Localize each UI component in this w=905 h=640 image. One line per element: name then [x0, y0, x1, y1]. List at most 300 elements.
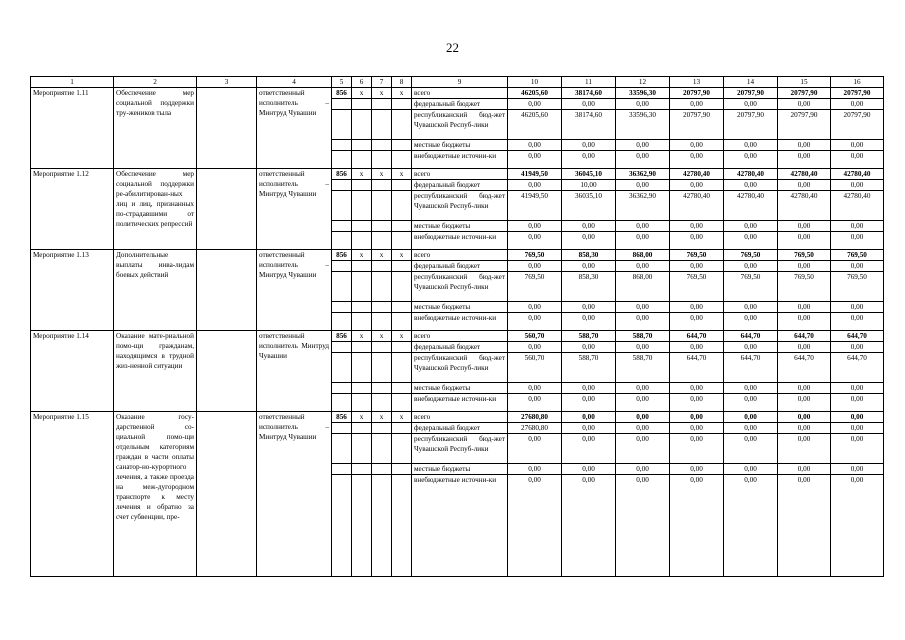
amount-cell: 20797,90	[670, 88, 724, 99]
code-cell: x	[372, 250, 392, 261]
column-number: 6	[352, 77, 372, 88]
amount-cell: 0,00	[831, 221, 884, 232]
table-row	[31, 412, 884, 423]
empty-cell	[332, 353, 352, 383]
funding-source: местные бюджеты	[412, 464, 508, 475]
activity-name: Оказание госу-дарственной со-циальной помо-щи отдельным категориям граждан в части оплаты санатор-но-курортного лечения, а также проезда на меж-дугородном транспорте к месту лечения и обратно за счет субвенции, пре-	[114, 412, 197, 577]
budget-code: 856	[332, 88, 352, 99]
amount-cell: 0,00	[508, 313, 562, 331]
empty-cell	[332, 423, 352, 434]
amount-cell: 0,00	[831, 412, 884, 423]
funding-source: всего	[412, 412, 508, 423]
amount-cell: 0,00	[778, 423, 831, 434]
amount-cell: 42780,40	[831, 191, 884, 221]
amount-cell: 33596,30	[616, 88, 670, 99]
amount-cell: 36035,10	[562, 191, 616, 221]
empty-cell	[392, 151, 412, 169]
amount-cell: 769,50	[508, 272, 562, 302]
amount-cell: 858,30	[562, 250, 616, 261]
amount-cell: 0,00	[562, 434, 616, 464]
empty-cell	[197, 88, 257, 169]
amount-cell: 0,00	[831, 302, 884, 313]
amount-cell: 0,00	[508, 342, 562, 353]
amount-cell: 0,00	[778, 412, 831, 423]
empty-cell	[372, 302, 392, 313]
amount-cell: 0,00	[831, 313, 884, 331]
empty-cell	[372, 423, 392, 434]
amount-cell: 0,00	[670, 342, 724, 353]
code-cell: x	[392, 412, 412, 423]
empty-cell	[352, 151, 372, 169]
empty-cell	[372, 342, 392, 353]
empty-cell	[352, 423, 372, 434]
empty-cell	[372, 99, 392, 110]
funding-source: местные бюджеты	[412, 383, 508, 394]
empty-cell	[352, 99, 372, 110]
budget-code: 856	[332, 331, 352, 342]
header-row	[31, 77, 884, 88]
empty-cell	[332, 221, 352, 232]
amount-cell: 0,00	[670, 412, 724, 423]
amount-cell: 0,00	[831, 434, 884, 464]
amount-cell: 0,00	[831, 180, 884, 191]
empty-cell	[372, 261, 392, 272]
amount-cell: 0,00	[616, 383, 670, 394]
amount-cell: 560,70	[508, 353, 562, 383]
empty-cell	[352, 140, 372, 151]
empty-cell	[372, 232, 392, 250]
empty-cell	[392, 232, 412, 250]
empty-cell	[392, 434, 412, 464]
amount-cell: 0,00	[778, 151, 831, 169]
empty-cell	[352, 302, 372, 313]
amount-cell: 0,00	[562, 151, 616, 169]
amount-cell: 20797,90	[724, 88, 778, 99]
amount-cell: 46205,60	[508, 88, 562, 99]
activity-name: Обеспечение мер социальной поддержки тру-жеников тыла	[114, 88, 197, 169]
amount-cell: 868,00	[616, 272, 670, 302]
funding-source: республиканский бюд-жет Чувашской Респуб-лики	[412, 353, 508, 383]
amount-cell: 644,70	[724, 331, 778, 342]
empty-cell	[352, 272, 372, 302]
amount-cell: 0,00	[616, 99, 670, 110]
empty-cell	[332, 383, 352, 394]
empty-cell	[392, 394, 412, 412]
amount-cell: 0,00	[670, 140, 724, 151]
amount-cell: 0,00	[508, 464, 562, 475]
amount-cell: 41949,50	[508, 191, 562, 221]
amount-cell: 0,00	[724, 475, 778, 577]
column-number: 4	[257, 77, 332, 88]
amount-cell: 0,00	[831, 383, 884, 394]
amount-cell: 0,00	[508, 302, 562, 313]
amount-cell: 0,00	[670, 302, 724, 313]
funding-source: местные бюджеты	[412, 221, 508, 232]
column-number: 13	[670, 77, 724, 88]
amount-cell: 0,00	[670, 434, 724, 464]
column-number: 9	[412, 77, 508, 88]
amount-cell: 0,00	[562, 140, 616, 151]
column-number: 8	[392, 77, 412, 88]
amount-cell: 0,00	[562, 383, 616, 394]
amount-cell: 0,00	[508, 180, 562, 191]
responsible-executor: ответственный исполнитель – Минтруд Чувашии	[257, 250, 332, 331]
amount-cell: 0,00	[778, 261, 831, 272]
amount-cell: 0,00	[616, 232, 670, 250]
amount-cell: 0,00	[724, 464, 778, 475]
amount-cell: 0,00	[616, 140, 670, 151]
amount-cell: 0,00	[778, 475, 831, 577]
amount-cell: 0,00	[616, 475, 670, 577]
empty-cell	[372, 151, 392, 169]
table-row	[31, 169, 884, 180]
empty-cell	[392, 353, 412, 383]
amount-cell: 42780,40	[670, 191, 724, 221]
amount-cell: 0,00	[670, 383, 724, 394]
amount-cell: 42780,40	[724, 169, 778, 180]
empty-cell	[332, 272, 352, 302]
empty-cell	[352, 232, 372, 250]
amount-cell: 27680,80	[508, 412, 562, 423]
code-cell: x	[392, 88, 412, 99]
amount-cell: 0,00	[670, 475, 724, 577]
empty-cell	[392, 313, 412, 331]
activity-id: Мероприятие 1.12	[31, 169, 114, 250]
activity-id: Мероприятие 1.15	[31, 412, 114, 577]
amount-cell: 0,00	[508, 383, 562, 394]
code-cell: x	[352, 331, 372, 342]
amount-cell: 0,00	[616, 221, 670, 232]
amount-cell: 38174,60	[562, 88, 616, 99]
amount-cell: 769,50	[778, 272, 831, 302]
code-cell: x	[352, 88, 372, 99]
amount-cell: 0,00	[562, 302, 616, 313]
empty-cell	[332, 342, 352, 353]
amount-cell: 0,00	[508, 221, 562, 232]
amount-cell: 0,00	[778, 313, 831, 331]
amount-cell: 0,00	[562, 412, 616, 423]
funding-source: местные бюджеты	[412, 140, 508, 151]
empty-cell	[197, 169, 257, 250]
empty-cell	[352, 221, 372, 232]
code-cell: x	[372, 169, 392, 180]
empty-cell	[392, 221, 412, 232]
amount-cell: 769,50	[670, 250, 724, 261]
code-cell: x	[392, 169, 412, 180]
funding-source: республиканский бюд-жет Чувашской Респуб-лики	[412, 110, 508, 140]
empty-cell	[352, 434, 372, 464]
funding-source: внебюджетные источни-ки	[412, 313, 508, 331]
empty-cell	[352, 353, 372, 383]
amount-cell: 0,00	[831, 99, 884, 110]
amount-cell: 20797,90	[778, 110, 831, 140]
empty-cell	[392, 140, 412, 151]
amount-cell: 0,00	[562, 342, 616, 353]
amount-cell: 0,00	[562, 232, 616, 250]
empty-cell	[197, 412, 257, 577]
activity-name: Обеспечение мер социальной поддержки ре-абилитирован-ных лиц и лиц, признанных по-страдавшими от политических репрессий	[114, 169, 197, 250]
empty-cell	[332, 99, 352, 110]
activity-id: Мероприятие 1.11	[31, 88, 114, 169]
amount-cell: 0,00	[831, 140, 884, 151]
amount-cell: 0,00	[724, 383, 778, 394]
empty-cell	[332, 261, 352, 272]
amount-cell: 20797,90	[778, 88, 831, 99]
amount-cell: 644,70	[670, 353, 724, 383]
amount-cell: 0,00	[670, 313, 724, 331]
amount-cell: 33596,30	[616, 110, 670, 140]
amount-cell: 0,00	[670, 99, 724, 110]
amount-cell: 38174,60	[562, 110, 616, 140]
empty-cell	[372, 140, 392, 151]
funding-source: внебюджетные источни-ки	[412, 151, 508, 169]
amount-cell: 0,00	[778, 302, 831, 313]
empty-cell	[197, 250, 257, 331]
empty-cell	[332, 232, 352, 250]
amount-cell: 42780,40	[670, 169, 724, 180]
amount-cell: 0,00	[724, 434, 778, 464]
table-row	[31, 88, 884, 99]
empty-cell	[352, 383, 372, 394]
funding-source: республиканский бюд-жет Чувашской Респуб-лики	[412, 434, 508, 464]
amount-cell: 0,00	[724, 412, 778, 423]
amount-cell: 0,00	[508, 475, 562, 577]
amount-cell: 0,00	[778, 464, 831, 475]
amount-cell: 0,00	[724, 313, 778, 331]
amount-cell: 41949,50	[508, 169, 562, 180]
amount-cell: 42780,40	[778, 191, 831, 221]
activity-name: Оказание мате-риальной помо-щи гражданам, находящимся в трудной жиз-ненной ситуации	[114, 331, 197, 412]
column-number: 10	[508, 77, 562, 88]
funding-source: всего	[412, 88, 508, 99]
amount-cell: 36045,10	[562, 169, 616, 180]
funding-source: федеральный бюджет	[412, 423, 508, 434]
empty-cell	[392, 464, 412, 475]
amount-cell: 0,00	[778, 221, 831, 232]
amount-cell: 588,70	[616, 331, 670, 342]
amount-cell: 588,70	[616, 353, 670, 383]
funding-source: внебюджетные источни-ки	[412, 394, 508, 412]
amount-cell: 0,00	[562, 423, 616, 434]
amount-cell: 0,00	[724, 423, 778, 434]
code-cell: x	[392, 250, 412, 261]
amount-cell: 769,50	[508, 250, 562, 261]
empty-cell	[372, 221, 392, 232]
amount-cell: 0,00	[831, 151, 884, 169]
empty-cell	[352, 394, 372, 412]
amount-cell: 0,00	[831, 261, 884, 272]
amount-cell: 0,00	[562, 261, 616, 272]
amount-cell: 0,00	[670, 394, 724, 412]
amount-cell: 0,00	[724, 140, 778, 151]
empty-cell	[332, 140, 352, 151]
amount-cell: 0,00	[724, 342, 778, 353]
amount-cell: 0,00	[616, 464, 670, 475]
empty-cell	[372, 313, 392, 331]
activity-id: Мероприятие 1.13	[31, 250, 114, 331]
amount-cell: 0,00	[670, 221, 724, 232]
empty-cell	[352, 110, 372, 140]
code-cell: x	[352, 169, 372, 180]
amount-cell: 0,00	[616, 261, 670, 272]
amount-cell: 644,70	[778, 353, 831, 383]
column-number: 5	[332, 77, 352, 88]
empty-cell	[372, 394, 392, 412]
amount-cell: 644,70	[670, 331, 724, 342]
code-cell: x	[352, 250, 372, 261]
column-number: 1	[31, 77, 114, 88]
amount-cell: 46205,60	[508, 110, 562, 140]
amount-cell: 560,70	[508, 331, 562, 342]
budget-code: 856	[332, 412, 352, 423]
funding-source: всего	[412, 331, 508, 342]
amount-cell: 0,00	[724, 302, 778, 313]
empty-cell	[372, 464, 392, 475]
column-number: 7	[372, 77, 392, 88]
empty-cell	[332, 110, 352, 140]
amount-cell: 0,00	[831, 342, 884, 353]
empty-cell	[392, 342, 412, 353]
amount-cell: 0,00	[724, 180, 778, 191]
activity-id: Мероприятие 1.14	[31, 331, 114, 412]
amount-cell: 36362,90	[616, 169, 670, 180]
funding-source: республиканский бюд-жет Чувашской Респуб-лики	[412, 272, 508, 302]
amount-cell: 0,00	[616, 412, 670, 423]
funding-source: внебюджетные источни-ки	[412, 475, 508, 577]
empty-cell	[392, 110, 412, 140]
budget-table	[30, 76, 884, 577]
amount-cell: 0,00	[778, 383, 831, 394]
amount-cell: 0,00	[670, 464, 724, 475]
funding-source: федеральный бюджет	[412, 180, 508, 191]
amount-cell: 0,00	[562, 313, 616, 331]
column-number: 3	[197, 77, 257, 88]
empty-cell	[352, 475, 372, 577]
empty-cell	[392, 191, 412, 221]
amount-cell: 0,00	[831, 423, 884, 434]
funding-source: внебюджетные источни-ки	[412, 232, 508, 250]
amount-cell: 20797,90	[831, 110, 884, 140]
amount-cell: 0,00	[616, 423, 670, 434]
amount-cell: 20797,90	[831, 88, 884, 99]
amount-cell: 0,00	[778, 140, 831, 151]
empty-cell	[332, 151, 352, 169]
amount-cell: 10,00	[562, 180, 616, 191]
empty-cell	[392, 423, 412, 434]
amount-cell: 0,00	[778, 232, 831, 250]
amount-cell: 0,00	[508, 99, 562, 110]
amount-cell: 769,50	[670, 272, 724, 302]
amount-cell: 644,70	[778, 331, 831, 342]
code-cell: x	[372, 88, 392, 99]
empty-cell	[392, 272, 412, 302]
table-row	[31, 331, 884, 342]
empty-cell	[332, 313, 352, 331]
amount-cell: 644,70	[831, 353, 884, 383]
empty-cell	[352, 342, 372, 353]
code-cell: x	[372, 412, 392, 423]
amount-cell: 0,00	[616, 302, 670, 313]
amount-cell: 0,00	[670, 261, 724, 272]
empty-cell	[332, 434, 352, 464]
empty-cell	[392, 302, 412, 313]
amount-cell: 0,00	[778, 342, 831, 353]
amount-cell: 42780,40	[778, 169, 831, 180]
amount-cell: 42780,40	[724, 191, 778, 221]
amount-cell: 0,00	[616, 434, 670, 464]
empty-cell	[332, 302, 352, 313]
amount-cell: 0,00	[508, 434, 562, 464]
amount-cell: 0,00	[562, 464, 616, 475]
budget-code: 856	[332, 169, 352, 180]
amount-cell: 644,70	[724, 353, 778, 383]
amount-cell: 0,00	[724, 394, 778, 412]
amount-cell: 0,00	[508, 140, 562, 151]
responsible-executor: ответственный исполнитель – Минтруд Чувашии	[257, 169, 332, 250]
amount-cell: 0,00	[670, 180, 724, 191]
amount-cell: 20797,90	[670, 110, 724, 140]
empty-cell	[372, 272, 392, 302]
empty-cell	[352, 261, 372, 272]
funding-source: федеральный бюджет	[412, 99, 508, 110]
amount-cell: 0,00	[724, 232, 778, 250]
empty-cell	[372, 180, 392, 191]
empty-cell	[332, 394, 352, 412]
funding-source: местные бюджеты	[412, 302, 508, 313]
empty-cell	[392, 475, 412, 577]
funding-source: всего	[412, 250, 508, 261]
amount-cell: 588,70	[562, 331, 616, 342]
empty-cell	[332, 464, 352, 475]
amount-cell: 0,00	[831, 232, 884, 250]
empty-cell	[372, 383, 392, 394]
column-number: 15	[778, 77, 831, 88]
responsible-executor: ответственный исполнитель Минтруд Чувашии	[257, 331, 332, 412]
empty-cell	[372, 353, 392, 383]
code-cell: x	[372, 331, 392, 342]
amount-cell: 0,00	[778, 99, 831, 110]
responsible-executor: ответственный исполнитель – Минтруд Чувашии	[257, 88, 332, 169]
amount-cell: 0,00	[562, 221, 616, 232]
amount-cell: 769,50	[778, 250, 831, 261]
amount-cell: 0,00	[778, 434, 831, 464]
amount-cell: 0,00	[616, 394, 670, 412]
activity-name: Дополнительные выплаты инва-лидам боевых действий	[114, 250, 197, 331]
column-number: 11	[562, 77, 616, 88]
amount-cell: 42780,40	[831, 169, 884, 180]
empty-cell	[372, 110, 392, 140]
amount-cell: 644,70	[831, 331, 884, 342]
amount-cell: 858,30	[562, 272, 616, 302]
amount-cell: 0,00	[724, 151, 778, 169]
code-cell: x	[392, 331, 412, 342]
amount-cell: 769,50	[724, 250, 778, 261]
code-cell: x	[352, 412, 372, 423]
amount-cell: 0,00	[508, 232, 562, 250]
amount-cell: 0,00	[778, 394, 831, 412]
amount-cell: 769,50	[831, 272, 884, 302]
budget-code: 856	[332, 250, 352, 261]
empty-cell	[392, 180, 412, 191]
funding-source: федеральный бюджет	[412, 261, 508, 272]
empty-cell	[392, 383, 412, 394]
amount-cell: 0,00	[670, 151, 724, 169]
funding-source: республиканский бюд-жет Чувашской Респуб-лики	[412, 191, 508, 221]
amount-cell: 588,70	[562, 353, 616, 383]
amount-cell: 0,00	[508, 394, 562, 412]
empty-cell	[392, 261, 412, 272]
amount-cell: 0,00	[724, 221, 778, 232]
